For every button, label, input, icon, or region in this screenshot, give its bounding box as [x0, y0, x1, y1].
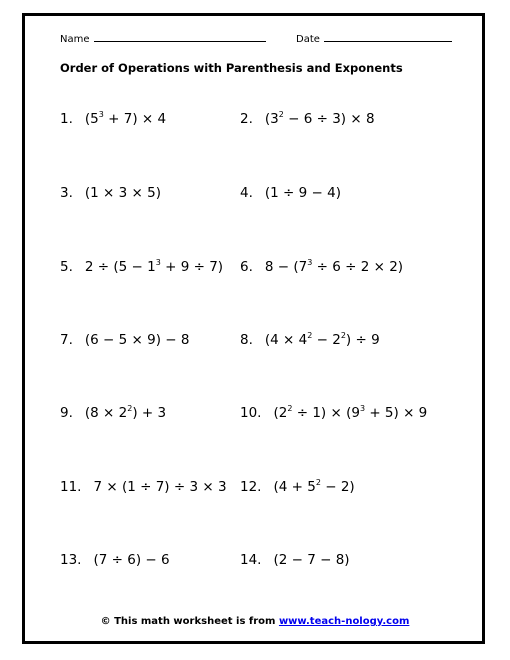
problem-2 — [240, 110, 375, 128]
date-label: Date — [296, 34, 320, 45]
problem-number: 7. — [60, 332, 73, 348]
exponent: 3 — [155, 258, 161, 267]
problem-number: 13. — [60, 552, 82, 568]
exponent: 2 — [127, 404, 133, 413]
problem-expression: $2 \div (5 - 1^3 + 9 \div 7)$ — [84, 258, 224, 275]
problem-14 — [240, 551, 350, 569]
problem-expression: (1 ÷ 9 − 4) — [264, 185, 341, 201]
problem-expression: $(5^3 + 7) \times 4$ — [84, 110, 167, 127]
problem-expression: $(3^2 - 6 \div 3) \times 8$ — [264, 110, 375, 127]
name-field — [60, 31, 266, 45]
problem-8 — [240, 331, 380, 349]
problem-5 — [60, 258, 223, 276]
exponent: 3 — [359, 404, 366, 413]
problem-number: 12. — [240, 479, 262, 495]
footer-link[interactable]: www.teach-nology.com — [278, 616, 410, 627]
exponent: 2 — [278, 110, 284, 119]
problem-9 — [60, 404, 166, 422]
problem-3 — [60, 184, 161, 202]
problem-11 — [60, 478, 227, 496]
exponent: 2 — [287, 404, 293, 413]
problem-number: 2. — [240, 111, 253, 127]
name-blank-line — [94, 31, 266, 42]
problem-number: 11. — [60, 479, 82, 495]
date-blank-line — [324, 31, 452, 42]
problem-13 — [60, 551, 170, 569]
problem-expression: 7 × (1 ÷ 7) ÷ 3 × 3 — [93, 479, 227, 495]
problem-number: 4. — [240, 185, 253, 201]
problem-expression: (2 − 7 − 8) — [273, 552, 350, 568]
exponent: 2 — [340, 331, 346, 340]
problem-12 — [240, 478, 355, 496]
exponent: 3 — [98, 110, 104, 119]
exponent: 2 — [315, 478, 321, 487]
problem-number: 8. — [240, 332, 253, 348]
problem-7 — [60, 331, 189, 349]
problem-6 — [240, 258, 403, 276]
worksheet-border — [22, 13, 485, 644]
problem-number: 3. — [60, 185, 73, 201]
problem-expression: $8 - (7^3 \div 6 \div 2 \times 2)$ — [264, 258, 404, 275]
problem-expression: $(8 \times 2^2) + 3$ — [84, 404, 167, 421]
problem-4 — [240, 184, 341, 202]
problem-number: 10. — [240, 405, 262, 421]
worksheet-title: Order of Operations with Parenthesis and Exponents — [60, 61, 403, 75]
problem-expression: (1 × 3 × 5) — [84, 185, 161, 201]
exponent: 3 — [307, 258, 313, 267]
problem-expression: (7 ÷ 6) − 6 — [93, 552, 170, 568]
footer-credit — [0, 616, 510, 627]
problem-number: 6. — [240, 259, 253, 275]
problem-expression: $(4 + 5^2 - 2)$ — [273, 478, 355, 495]
date-field — [296, 31, 452, 45]
problem-number: 5. — [60, 259, 73, 275]
problem-10 — [240, 404, 427, 422]
problem-number: 14. — [240, 552, 262, 568]
footer-text: © This math worksheet is from — [100, 616, 279, 627]
problem-1 — [60, 110, 166, 128]
problem-number: 9. — [60, 405, 73, 421]
exponent: 2 — [307, 331, 313, 340]
problem-expression: (6 − 5 × 9) − 8 — [84, 332, 190, 348]
problem-number: 1. — [60, 111, 73, 127]
problem-expression: $(2^2 \div 1) \times (9^3 + 5) \times 9$ — [273, 404, 428, 421]
name-label: Name — [60, 34, 90, 45]
problem-expression: $(4 \times 4^2 - 2^2) \div 9$ — [264, 331, 380, 348]
